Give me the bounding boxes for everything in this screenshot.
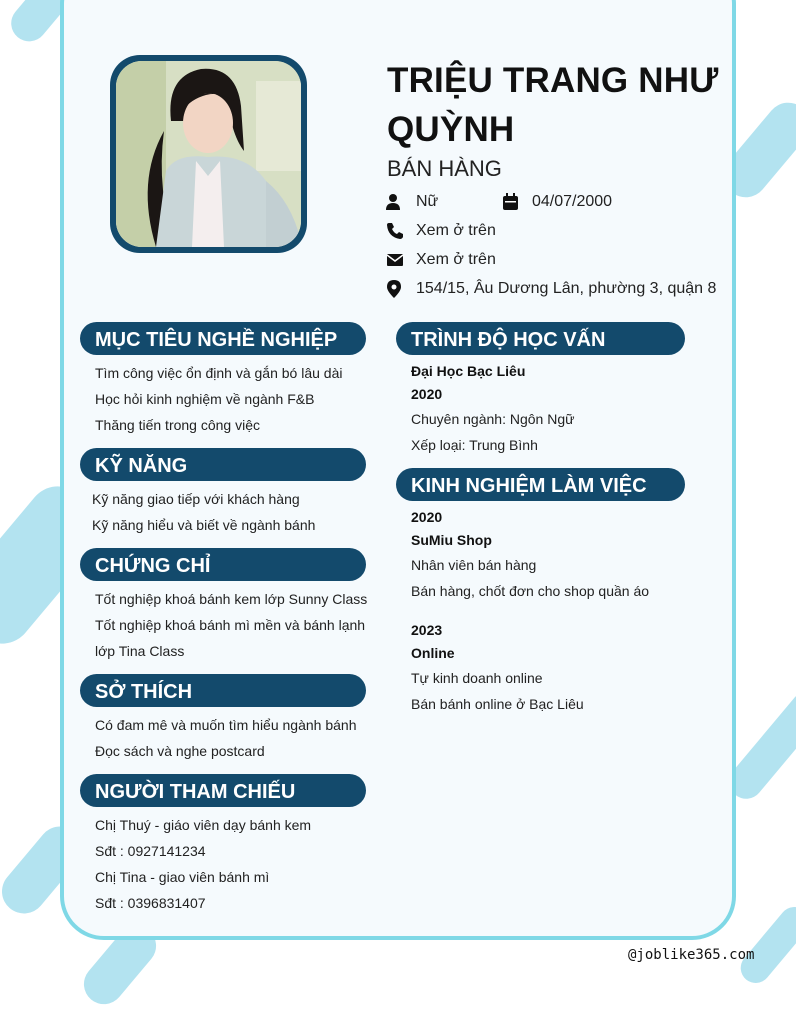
education-year: 2020 [411,386,443,402]
reference-item: Sđt : 0927141234 [95,843,206,859]
profile-photo-frame [110,55,307,253]
calendar-icon [502,193,520,211]
job-year: 2023 [411,622,443,638]
hobby-item: Đọc sách và nghe postcard [95,743,265,759]
reference-item: Chị Tina - giao viên bánh mì [95,869,270,885]
skills-header: KỸ NĂNG [80,448,366,481]
education-school: Đại Học Bạc Liêu [411,363,526,379]
gender-value: Nữ [416,193,439,210]
profile-photo [116,61,301,247]
address-value: 154/15, Âu Dương Lân, phường 3, quận 8 [416,280,717,297]
education-header: TRÌNH ĐỘ HỌC VẤN [396,322,685,355]
objective-item: Tìm công việc ổn định và gắn bó lâu dài [95,365,343,381]
dob-value: 04/07/2000 [532,193,613,210]
hobbies-header: SỞ THÍCH [80,674,366,707]
reference-item: Sđt : 0396831407 [95,895,206,911]
objective-header: MỤC TIÊU NGHỀ NGHIỆP [80,322,366,355]
certificate-item: Tốt nghiệp khoá bánh kem lớp Sunny Class [95,591,368,607]
certificate-item: lớp Tina Class [95,643,185,659]
envelope-icon [386,251,404,269]
certificate-item: Tốt nghiệp khoá bánh mì mền và bánh lạnh [95,617,366,633]
references-header: NGƯỜI THAM CHIẾU [80,774,366,807]
job-description: Bán hàng, chốt đơn cho shop quần áo [411,583,650,599]
objective-item: Thăng tiến trong công việc [95,417,260,433]
education-major: Chuyên ngành: Ngôn Ngữ [411,411,575,427]
skill-item: Kỹ năng giao tiếp với khách hàng [92,491,300,507]
job-role: Nhân viên bán hàng [411,557,537,573]
phone-value: Xem ở trên [416,222,496,239]
certificates-header: CHỨNG CHỈ [80,548,366,581]
job-company: SuMiu Shop [411,532,492,548]
job-company: Online [411,645,455,661]
candidate-position: BÁN HÀNG [387,156,502,181]
job-description: Bán bánh online ở Bạc Liêu [411,696,584,712]
job-year: 2020 [411,509,443,525]
profile-photo-illustration [116,61,301,247]
location-pin-icon [386,280,404,298]
person-icon [386,193,404,211]
email-value: Xem ở trên [416,251,496,268]
skill-item: Kỹ năng hiểu và biết về ngành bánh [92,517,316,533]
watermark: @joblike365.com [628,947,755,963]
objective-item: Học hỏi kinh nghiệm về ngành F&B [95,391,315,407]
job-role: Tự kinh doanh online [411,670,543,686]
phone-icon [386,222,404,240]
candidate-name: TRIỆU TRANG NHƯ QUỲNH [387,61,719,149]
education-grade: Xếp loại: Trung Bình [411,437,538,453]
hobby-item: Có đam mê và muốn tìm hiểu ngành bánh [95,717,357,733]
experience-header: KINH NGHIỆM LÀM VIỆC [396,468,685,501]
reference-item: Chị Thuý - giáo viên dạy bánh kem [95,817,312,833]
